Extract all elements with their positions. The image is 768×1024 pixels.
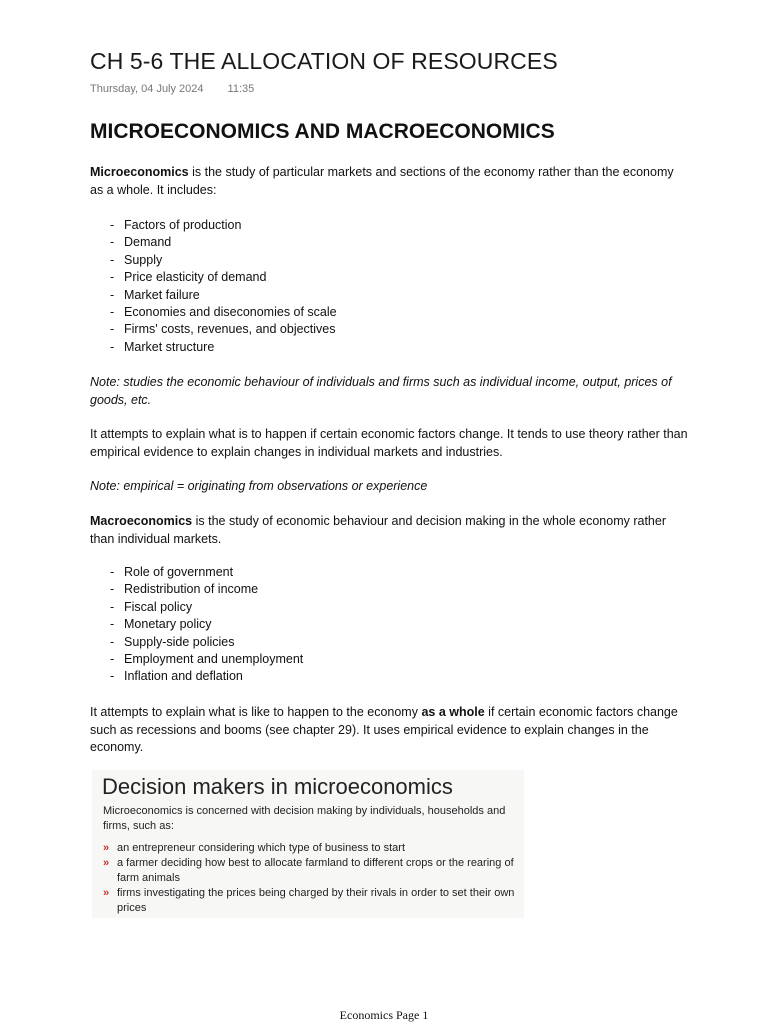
- list-item: - Redistribution of income: [110, 581, 303, 598]
- list-item: - Firms' costs, revenues, and objectives: [110, 321, 337, 338]
- excerpt-item: [103, 856, 519, 886]
- textbook-excerpt-image: [92, 770, 524, 918]
- macro-explanation-bold: as a whole: [421, 705, 485, 719]
- macro-explanation-post: if certain economic factors change such as recessions and booms (see chapter 29). It uses empirical evidence to explain changes in the economy.: [90, 705, 678, 754]
- list-item: - Supply: [110, 252, 337, 269]
- double-chevron-icon: »: [103, 842, 110, 854]
- page-footer: Economics Page 1: [339, 1008, 429, 1022]
- list-item: - Monetary policy: [110, 616, 303, 633]
- list-item: - Market structure: [110, 339, 337, 356]
- double-chevron-icon: »: [103, 857, 110, 869]
- excerpt-item-text: a farmer deciding how best to allocate farmland to different crops or the rearing of farm animals: [117, 857, 514, 884]
- excerpt-item: [103, 841, 519, 856]
- micro-explanation: It attempts to explain what is to happen if certain economic factors change. It tends to use theory rather than empirical evidence to explain changes in individual markets and industries.: [90, 427, 688, 459]
- micro-note: Note: studies the economic behaviour of individuals and firms such as individual income, output, prices of goods, etc.: [90, 375, 672, 407]
- list-item: - Inflation and deflation: [110, 668, 303, 685]
- page-time: 11:35: [227, 83, 255, 95]
- excerpt-item-text: firms investigating the prices being charged by their rivals in order to set their own prices: [117, 887, 515, 914]
- excerpt-list: [103, 841, 519, 916]
- macro-definition: [90, 513, 690, 548]
- micro-list: [110, 217, 337, 356]
- excerpt-item: [103, 886, 519, 916]
- list-item: - Market failure: [110, 287, 337, 304]
- macro-list: [110, 564, 303, 686]
- list-item: - Employment and unemployment: [110, 651, 303, 668]
- list-item: - Demand: [110, 234, 337, 251]
- excerpt-title: Decision makers in microeconomics: [102, 774, 453, 799]
- section-heading: MICROECONOMICS AND MACROECONOMICS: [90, 120, 555, 143]
- excerpt-item-text: an entrepreneur considering which type of business to start: [117, 842, 405, 854]
- list-item: - Economies and diseconomies of scale: [110, 304, 337, 321]
- page-timestamp: [90, 83, 254, 95]
- list-item: - Role of government: [110, 564, 303, 581]
- macro-term: Macroeconomics: [90, 514, 193, 528]
- micro-term: Microeconomics: [90, 165, 189, 179]
- excerpt-intro: Microeconomics is concerned with decision making by individuals, households and firms, such as:: [103, 805, 506, 832]
- page-title: CH 5-6 THE ALLOCATION OF RESOURCES: [90, 48, 558, 74]
- macro-definition-text: is the study of economic behaviour and decision making in the whole economy rather than individual markets.: [90, 514, 667, 546]
- micro-definition-text: is the study of particular markets and sections of the economy rather than the economy as a whole. It includes:: [90, 165, 674, 197]
- macro-explanation: [90, 704, 690, 757]
- micro-definition: [90, 164, 690, 199]
- empirical-note: Note: empirical = originating from observations or experience: [90, 479, 428, 493]
- macro-explanation-pre: It attempts to explain what is like to happen to the economy: [90, 705, 422, 719]
- double-chevron-icon: »: [103, 887, 110, 899]
- list-item: - Supply-side policies: [110, 634, 303, 651]
- list-item: - Fiscal policy: [110, 599, 303, 616]
- list-item: - Factors of production: [110, 217, 337, 234]
- list-item: - Price elasticity of demand: [110, 269, 337, 286]
- page-date: Thursday, 04 July 2024: [90, 83, 204, 95]
